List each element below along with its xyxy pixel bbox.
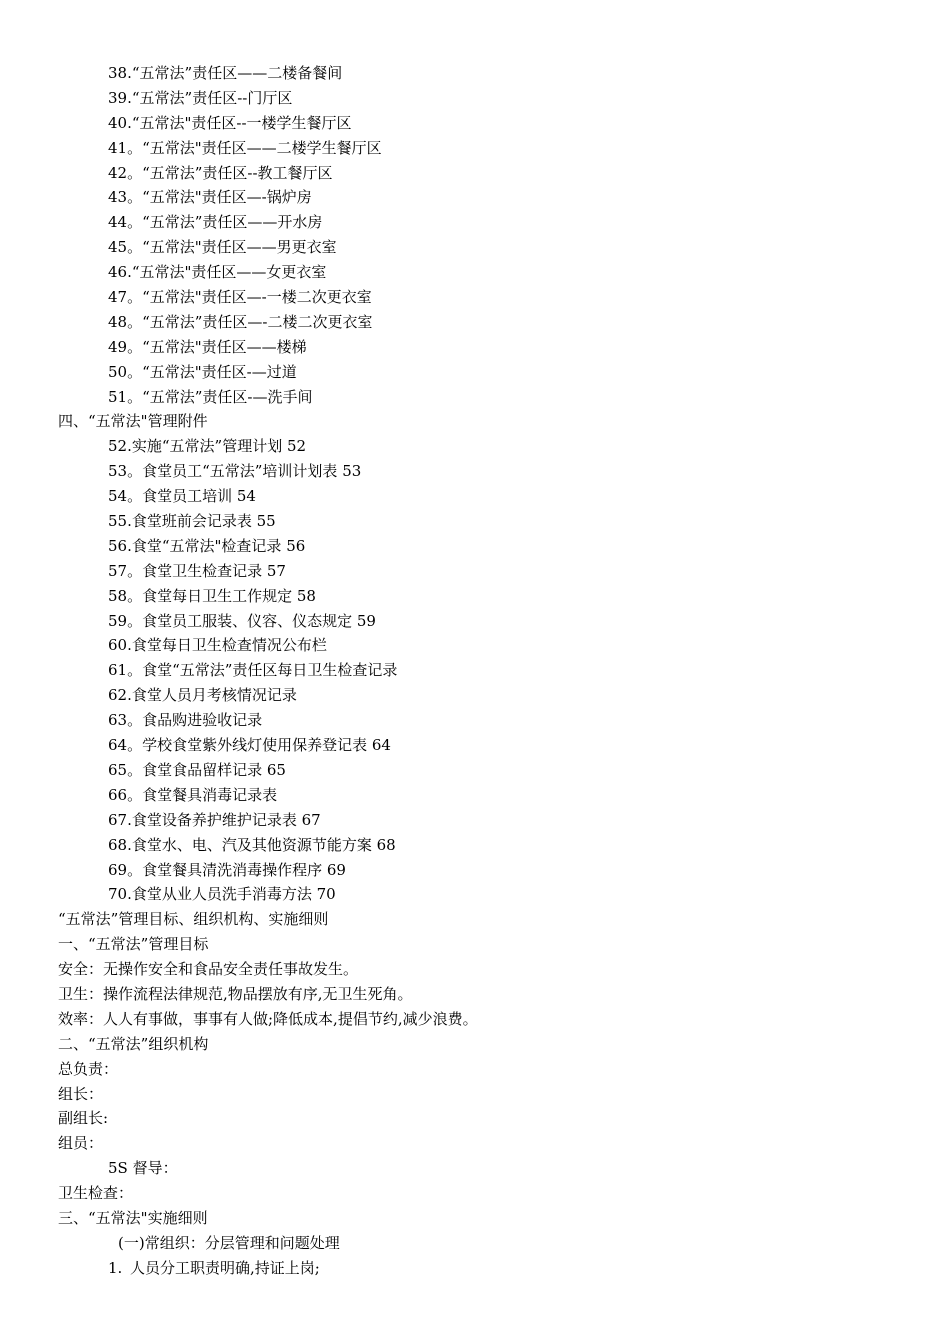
- toc-entry: 51。“五常法”责任区-—洗手间: [108, 387, 313, 406]
- toc-entry: 68.食堂水、电、汽及其他资源节能方案 68: [108, 835, 396, 854]
- org-item: 组员：: [58, 1134, 104, 1153]
- toc-entry: 67.食堂设备养护维护记录表 67: [108, 810, 321, 829]
- goal-item: 卫生：操作流程法律规范,物品摆放有序,无卫生死角。: [58, 984, 413, 1003]
- toc-entry: 61。食堂“五常法”责任区每日卫生检查记录: [108, 661, 398, 680]
- toc-entry: 49。“五常法"责任区——楼梯: [108, 337, 307, 356]
- toc-entry: 42。“五常法”责任区--教工餐厅区: [108, 163, 333, 182]
- toc-entry: 70.食堂从业人员洗手消毒方法 70: [108, 885, 336, 904]
- section-heading: 二、“五常法”组织机构: [58, 1034, 209, 1053]
- toc-entry: 41。“五常法"责任区——二楼学生餐厅区: [108, 138, 382, 157]
- toc-entry: 52.实施“五常法”管理计划 52: [108, 437, 307, 456]
- toc-entry: 65。食堂食品留样记录 65: [108, 760, 286, 779]
- list-item-text: 人员分工职责明确,持证上岗;: [130, 1258, 320, 1277]
- toc-entry: 54。食堂员工培训 54: [108, 487, 256, 506]
- org-item: 副组长:: [58, 1109, 109, 1128]
- org-item: 卫生检查：: [58, 1184, 134, 1203]
- section-heading: 四、“五常法"管理附件: [58, 412, 208, 431]
- toc-entry: 57。食堂卫生检查记录 57: [108, 561, 286, 580]
- toc-entry: 46.“五常法"责任区——女更衣室: [108, 263, 327, 282]
- toc-entry: 53。食堂员工“五常法”培训计划表 53: [108, 462, 362, 481]
- toc-entry: 58。食堂每日卫生工作规定 58: [108, 586, 316, 605]
- toc-entry: 48。“五常法”责任区—-二楼二次更衣室: [108, 312, 373, 331]
- toc-entry: 45。“五常法"责任区——男更衣室: [108, 238, 337, 257]
- goal-item: 效率：人人有事做，事事有人做;降低成本,提倡节约,减少浪费。: [58, 1009, 478, 1028]
- toc-entry: 56.食堂“五常法"检查记录 56: [108, 536, 306, 555]
- toc-entry: 63。食品购进验收记录: [108, 711, 263, 730]
- toc-entry: 40.“五常法"责任区--一楼学生餐厅区: [108, 113, 352, 132]
- toc-entry: 66。食堂餐具消毒记录表: [108, 785, 278, 804]
- toc-entry: 39.“五常法”责任区--门厅区: [108, 88, 293, 107]
- toc-entry: 44。“五常法”责任区——开水房: [108, 213, 323, 232]
- toc-entry: 60.食堂每日卫生检查情况公布栏: [108, 636, 327, 655]
- toc-entry: 38.“五常法”责任区——二楼备餐间: [108, 64, 343, 82]
- list-item-number: 1.: [108, 1258, 123, 1277]
- org-item: 组长：: [58, 1084, 104, 1103]
- org-item: 总负责：: [58, 1059, 119, 1078]
- goal-item: 安全：无操作安全和食品安全责任事故发生。: [58, 960, 359, 979]
- toc-entry: 55.食堂班前会记录表 55: [108, 512, 276, 531]
- toc-entry: 62.食堂人员月考核情况记录: [108, 686, 297, 705]
- toc-entry: 59。食堂员工服装、仪容、仪态规定 59: [108, 611, 376, 630]
- org-item-supervisor: 5S 督导：: [108, 1159, 178, 1178]
- section-heading: 三、“五常法"实施细则: [58, 1208, 208, 1227]
- list-item: [58, 1256, 930, 1281]
- subsection-heading: (一)常组织：分层管理和问题处理: [118, 1233, 340, 1252]
- section-heading: 一、“五常法”管理目标: [58, 935, 209, 954]
- document-body: [58, 61, 930, 1281]
- main-title: “五常法”管理目标、组织机构、实施细则: [58, 910, 329, 929]
- toc-entry: 47。“五常法"责任区—-一楼二次更衣室: [108, 288, 372, 307]
- toc-entry: 64。学校食堂紫外线灯使用保养登记表 64: [108, 736, 391, 755]
- toc-entry: 69。食堂餐具清洗消毒操作程序 69: [108, 860, 346, 879]
- toc-entry: 50。“五常法"责任区-—过道: [108, 362, 297, 381]
- toc-entry: 43。“五常法"责任区—-锅炉房: [108, 188, 312, 207]
